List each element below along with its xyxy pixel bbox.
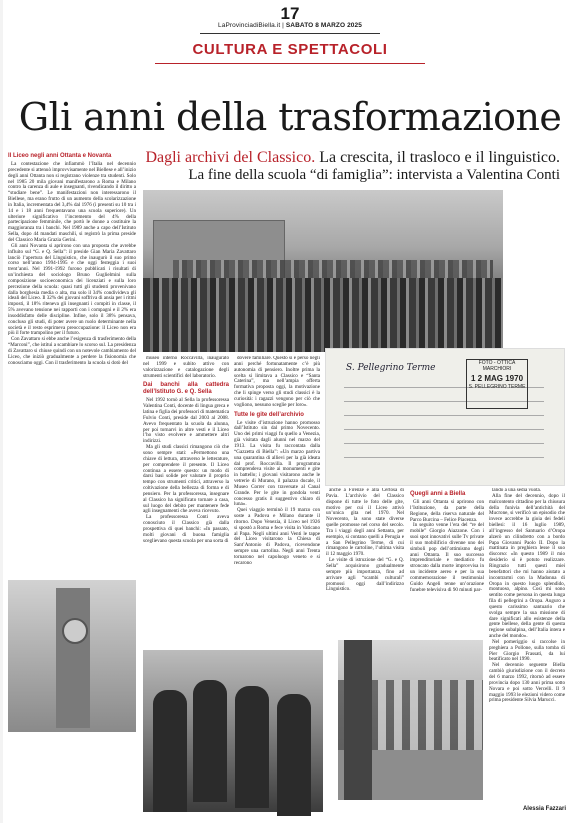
class-group-photo: [143, 190, 503, 352]
date-line-mid: diBiella.it: [253, 22, 281, 29]
paragraph: Le visite di istruzione del “G. e Q. Sella” acquisirono gradualmente sempre più importanza, fino ad arrivare agli “scambi culturali” promossi oggi dall’indirizzo Linguistico.: [326, 557, 404, 593]
kicker-liceo: Il Liceo negli anni Ottanta e Novanta: [8, 153, 112, 159]
kicker-gite: Tutte le gite dell’archivio: [234, 411, 304, 418]
paragraph: Con Zavattaro si ebbe anche l’esigenza di trasferimento della “Marconi”, che istituì a scambiare lo scorso sul. La presidenza di Zavattaro si chiuse quindi con un notevole cambiamento del Liceo, che iniziò gradualmente a perdere la fisionomia che conosciamo oggi. Con il trasferimento la scuola si dotò del: [8, 336, 136, 366]
paragraph: Nel decennio seguente Biella cambiò giurisdizione con il decreto del 6 marzo 1992, ritornò ad essere provincia dopo 130 anni prima sotto Novara e poi sotto Vercelli. Il 9 maggio 1993 le elezioni videro come prima presidente Silvia Marucci.: [489, 662, 565, 704]
article-subtitle-line1: [145, 148, 560, 167]
header-rule: [200, 33, 380, 34]
paragraph: Nel 1992 tornò al Sella la professoressa Valentina Conti, docente di lingua greca e latina e figlia dei professori di matematica Fulvio Conti, preside dal 2003 al 2008. Avevo frequentato la scuola da alunna, per poi tornarvi in altre vesti e il Liceo l’ho visto evolvere e ammettere altri indirizzi.: [143, 397, 229, 445]
column-6: [489, 488, 565, 802]
paragraph: La professoressa Conti aveva conosciuto il Classico già dalla prospettiva di quei banchi: «In passato, molti giovani di buona famiglia sceglievano questa scuola per una sorta di: [143, 514, 229, 544]
clock-tower-photo: [8, 580, 136, 732]
postcard-line: [344, 415, 544, 416]
photo-pillar: [344, 640, 372, 800]
stamp-line3: S. PELLEGRINO TERME: [468, 384, 526, 390]
stamp-line1: FOTO - OTTICA: [478, 360, 516, 366]
students-photo: [143, 650, 323, 812]
postcard-line: [344, 443, 544, 444]
column-3: [234, 356, 320, 648]
postcard-image: [325, 348, 565, 486]
photo-figure: [153, 690, 187, 812]
subtitle-red: Dagli archivi del Classico.: [145, 149, 316, 166]
paragraph: anche a Firenze e alla Certosa di Pavia. L’archivio del Classico dispone di tutte le foto delle gite, motivo per cui il Liceo attivò un’unica gita nel 1970. Nel Novecento, la sono state diverse quelle promosse nel corso del secolo. Tra i viaggi degli anni Settanta, per esempio, si contano quelli a Perugia e a San Pellegrino Terme, di cui rimangono le cartoline, l’ultima visita il 12 maggio 1970.: [326, 488, 404, 558]
date-line: LaProvinciadiBiella.it | SABATO 8 MARZO 2025: [218, 22, 362, 29]
arcade-photo: [338, 640, 483, 800]
page-number: 17: [280, 4, 300, 23]
article-subtitle-line2: La fine della scuola “di famiglia”: intervista a Valentina Conti: [188, 167, 560, 183]
article-title: Gli anni della trasformazione: [18, 95, 562, 139]
paragraph: In seguito venne l’era del “re del mobile” Giorgio Aiazzone. Con i suoi spot innovativi sulle Tv private il suo mobilificio divenne uno dei simboli pop dell’ottimismo degli anni Ottanta. Il suo successo imprenditoriale e mediatico fu stroncato dalla morte improvvisa in un incidente aereo e per la sua commemorazione il testimonial Guido Angeli tenne un’orazione funebre televisiva di 90 minuti par-: [410, 522, 484, 593]
postmark-stamp: [466, 359, 528, 409]
photo-crowd: [143, 278, 503, 352]
paragraph: dovere familiare. Questo si è perso negli anni perché fortunatamente c’è più autonomia di pensiero. Inoltre prima la scelta si limitava a Classico e “Santa Caterina”, ma nell’ampia offerta formativa proposta oggi, la motivazione che li spinge verso gli studi classici è la curiosità: i ragazzi vengono per ciò che vogliono, nessuno sceglie per loro».: [234, 356, 320, 408]
section-label: CULTURA E SPETTACOLI: [192, 41, 388, 58]
paragraph: Alla fine del decennio, dopo il malcontento cittadino per la chiusura della funivia dell’antichità del Mucrone, si verificò un episodio che invece accrebbe la gioia dei fedeli biellesi: il 16 luglio 1989, all’ingresso del Santuario d’Oropa alzerò un cilindretto con a bordo Papa Giovanni Paolo II. Dopo la mattinata in preghiera lesse il suo discorso: «In questo 1989 il mio desiderio si è potuto realizzare. Ringrazio tutti questi miei benefattori che mi hanno aiutato a incontrarmi con la Madonna di Oropa in questo luogo splendido, montuoso, alpino. Così mi sono sentito come persona in questa lunga fila di pellegrini a Oropa. Auguro a questo carissimo santuario che svolga sempre la sua missione di dare significati allo esistenze della gente biellese, della gente di questa regione subalpina, dell’Italia intera e anche del mondo».: [489, 492, 565, 640]
subtitle-rest: La crescita, il trasloco e il linguistico.: [315, 149, 560, 166]
tower-shape: [56, 588, 90, 728]
paragraph: museo interno Roccavilla, inaugurato nel 1999 e subito attivo con valorizzazione e catalogazione degli strumenti scientifici del laboratorio.: [143, 356, 229, 379]
clock-face: [62, 618, 88, 644]
stamp-date: 1 2 MAG 1970: [470, 374, 524, 383]
postcard-line: [344, 429, 544, 430]
paragraph: Ma gli studi classici rimangono ciò che sono sempre stati: «Permettono una chiave di lettura, attraverso le letterature, per comprendere il presente. Il Liceo continua a essere questo: un modo di darsi basi solide per valutare il proprio tempo con strumenti critici, attraverso la coltivazione della bellezza di forma e di pensiero. Per la professoressa, insegnare al Classico ha significato tornare a casa, sul luogo del debito per mantenere fede agli insegnamenti che aveva ricevuto.: [143, 444, 229, 515]
paragraph: Nel pomeriggio si raccolse in preghiera a Pollone, sulla tomba di Pier Giorgio Frassati, da lui beatificato nel 1990.: [489, 638, 565, 663]
paragraph: La contestazione che infiammò l’Italia nel decennio precedente si attenuò improvvisamente nel Biellese e all’inizio degli anni Ottanta non si registrano violenze tra studenti. Solo nel 1985 20 mila giovani manifestarono a Roma e Milano contro la carenza di aule e insegnanti, rivendicando il diritto a “studiare bene”. Le manifestazioni non interessarono il Biellese, ma erano frutto di un aumento della scolarizzazione in Italia, incrementata del 3,4% dal 1976 (i presenti su 10 tra i 14 e i 18 anni frequentavano una scuola superiore). Un ulteriore significativo l’incremento del 4% della partecipazione femminile, che portò le donne a costituire la maggioranza tra i banchi. Nel 1989 anche a capo dell’Istituto Sella, dopo 44 mandati maschili, si registrò la prima preside del Classico Maria Grazia Gerini.: [8, 161, 136, 243]
column-4: [326, 488, 404, 636]
kicker-biella: Quegli anni a Biella: [410, 491, 466, 497]
paragraph: Gli anni Ottanta si aprirono con l’Istituzione, da parte della Regione, della riserva naturale del Parco Burcina – Felice Piacenza.: [410, 499, 484, 523]
photo-figure: [193, 680, 227, 802]
postcard-addressee: S. Pellegrino Terme: [346, 363, 436, 373]
postcard-line: [344, 457, 544, 458]
kicker-banchi: Dai banchi alla cattedra dell’Istituto G. e Q. Sella: [143, 382, 229, 396]
column-2: [143, 356, 229, 648]
paragraph: lando a una sedia vuota.: [492, 488, 542, 493]
date-line-date: SABATO 8 MARZO 2025: [285, 22, 362, 29]
paragraph: Gli anni Novanta si aprirono con una proposta che avrebbe influito sul “G. e Q. Sella”: il preside Gian Maria Zavattaro lanciò l’apertura del Linguistico, che inaugurò il suo primo corso nell’anno 1994-1995 e che oggi festeggia i suoi trent’anni. Nel 1991-1992 furono pubblicati i risultati di un’inchiesta del sociologo Bruno Guglielmini sulla composizione socioeconomica dei licenziati e sulla loro percezione della scuola: quasi tutti gli studenti provenivano dalla borghesia media o alta, ma solo il 34% condivideva gli ideali del Liceo. Il 32% dei giovani soffriva di ansia per i ritmi imposti, il 18% riteneva gli insegnanti i compiti in classe, il 5% avevano tensione nei rapporti con i compagni e il 2% era insoddisfatto delle discipline. Infine, solo il 38% pensava, concluso gli studi, di poter avere un ruolo determinante nella società e il resto esprimeva preoccupazione: il Liceo non era più il forte trampolino per il futuro.: [8, 242, 136, 337]
column-5: [410, 488, 484, 636]
section-rule: [155, 63, 425, 64]
column-1: [8, 150, 136, 575]
paragraph: Le visite d’istruzione hanno promosso dall’Istituto sin dal primo Novecento. Uno dei primi viaggi fu quello a Venezia, già visitata dagli alunni nel marzo del 1913. La visita fu raccontata dalla “Gazzetta di Biella”: «Un marzo partiva una quarantina di allievi per la già ideata dal prof. Roccavilla. Il programma comprendeva visite ai monumenti e gite in battello; i giovani visitarono anche le vetrerie di Murano, il palazzo ducale, il Museo Correr con traversate al Canal Grande. Per le gite in gondola venti concesso gratis il suggestivo chiaro di luna».: [234, 419, 320, 508]
author-byline: Alessia Fazzari: [522, 806, 566, 812]
photo-figure: [235, 686, 269, 808]
date-line-prefix: LaProvincia: [218, 22, 254, 29]
photo-figure: [277, 694, 311, 816]
stamp-line2: MARCHIORI: [482, 366, 512, 372]
paragraph: Quei viaggio terminò il 19 marzo con soste a Padova e Milano durante il ritorno. Dopo Venezia, il Liceo nel 1926 si spostò a Roma e fece visita in Vaticano al Papa. Negli ultimi anni Venti le tappe del Liceo visitarono la Chiesa di Sant’Antonio di Padova, ricevendone sempre una cartolina. Negli anni Trenta tornarono nel capoluogo veneto e si recarono: [234, 507, 320, 566]
